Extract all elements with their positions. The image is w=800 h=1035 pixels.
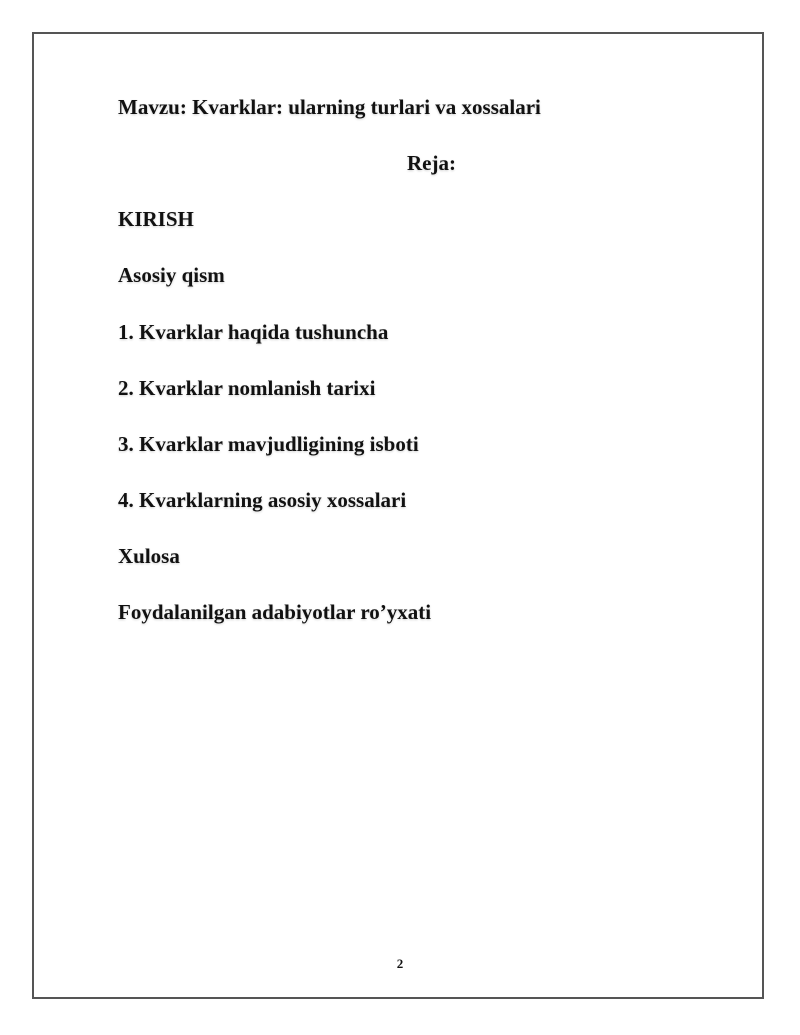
toc-item-4: 4. Kvarklarning asosiy xossalari bbox=[118, 488, 407, 512]
toc-item-conclusion: Xulosa bbox=[118, 544, 180, 568]
toc-item-introduction: KIRISH bbox=[118, 207, 194, 231]
page-number: 2 bbox=[396, 956, 404, 971]
document-topic: Mavzu: Kvarklar: ularning turlari va xossalari bbox=[118, 95, 541, 119]
toc-item-references: Foydalanilgan adabiyotlar ro’yxati bbox=[118, 600, 432, 624]
toc-item-1: 1. Kvarklar haqida tushuncha bbox=[118, 320, 389, 344]
plan-heading: Reja: bbox=[407, 151, 456, 175]
toc-item-2: 2. Kvarklar nomlanish tarixi bbox=[118, 376, 376, 400]
page-border bbox=[32, 32, 764, 999]
toc-item-3: 3. Kvarklar mavjudligining isboti bbox=[118, 432, 419, 456]
toc-item-main-part: Asosiy qism bbox=[118, 263, 225, 287]
